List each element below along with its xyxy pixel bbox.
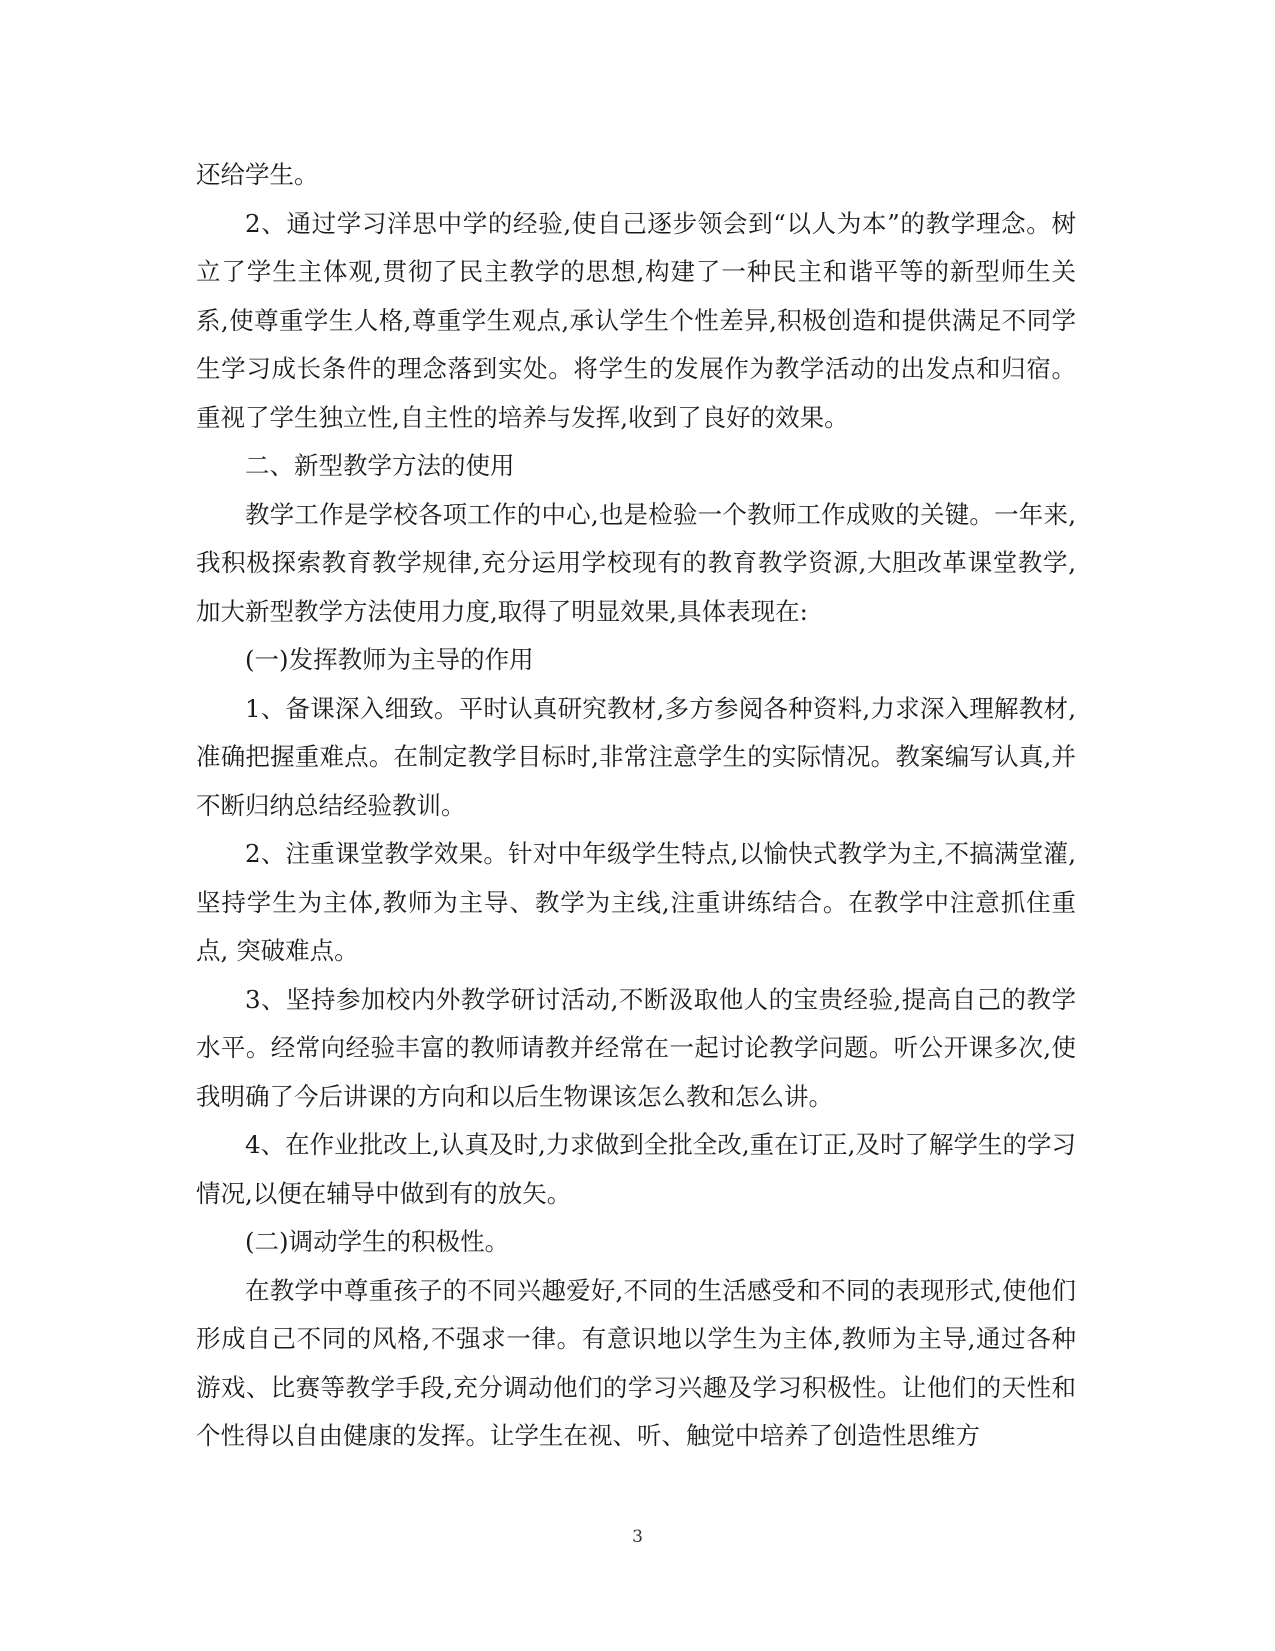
paragraph-11: 在教学中尊重孩子的不同兴趣爱好,不同的生活感受和不同的表现形式,使他们形成自己不同的风格,不强求一律。有意识地以学生为主体,教师为主导,通过各种游戏、比赛等教学手段,充分调动他们的学习兴趣及学习积极性。让他们的天性和个性得以自由健康的发挥。让学生在视、听、触觉中培养了创造性思维方 bbox=[196, 1275, 1076, 1450]
paragraph-6: 1、备课深入细致。平时认真研究教材,多方参阅各种资料,力求深入理解教材,准确把握重难点。在制定教学目标时,非常注意学生的实际情况。教案编写认真,并不断归纳总结经验教训。 bbox=[196, 693, 1076, 820]
subheading-teacher-role: (一)发挥教师为主导的作用 bbox=[245, 645, 534, 674]
paragraph-7: 2、注重课堂教学效果。针对中年级学生特点,以愉快式教学为主,不搞满堂灌,坚持学生为主体,教师为主导、教学为主线,注重讲练结合。在教学中注意抓住重点, 突破难点。 bbox=[196, 839, 1076, 965]
paragraph-2: 2、通过学习洋思中学的经验,使自己逐步领会到“以人为本”的教学理念。树立了学生主体观,贯彻了民主教学的思想,构建了一种民主和谐平等的新型师生关系,使尊重学生人格,尊重学生观点,承认学生个性差异,积极创造和提供满足不同学生学习成长条件的理念落到实处。将学生的发展作为教学活动的出发点和归宿。重视了学生独立性,自主性的培养与发挥,收到了良好的效果。 bbox=[196, 208, 1076, 432]
section-heading-new-methods: 二、新型教学方法的使用 bbox=[245, 451, 515, 480]
paragraph-4: 教学工作是学校各项工作的中心,也是检验一个教师工作成败的关键。一年来,我积极探索教育教学规律,充分运用学校现有的教育教学资源,大胆改革课堂教学,加大新型教学方法使用力度,取得了明显效果,具体表现在: bbox=[196, 499, 1076, 626]
page-number: 3 bbox=[632, 1527, 643, 1547]
paragraph-9: 4、在作业批改上,认真及时,力求做到全批全改,重在订正,及时了解学生的学习情况,以便在辅导中做到有的放矢。 bbox=[196, 1130, 1076, 1208]
subheading-student-motivation: (二)调动学生的积极性。 bbox=[245, 1227, 510, 1256]
paragraph-8: 3、坚持参加校内外教学研讨活动,不断汲取他人的宝贵经验,提高自己的教学水平。经常向经验丰富的教师请教并经常在一起讨论教学问题。听公开课多次,使我明确了今后讲课的方向和以后生物课该怎么教和怎么讲。 bbox=[196, 984, 1076, 1111]
document-body bbox=[196, 151, 1076, 1461]
paragraph-1: 还给学生。 bbox=[196, 160, 319, 189]
